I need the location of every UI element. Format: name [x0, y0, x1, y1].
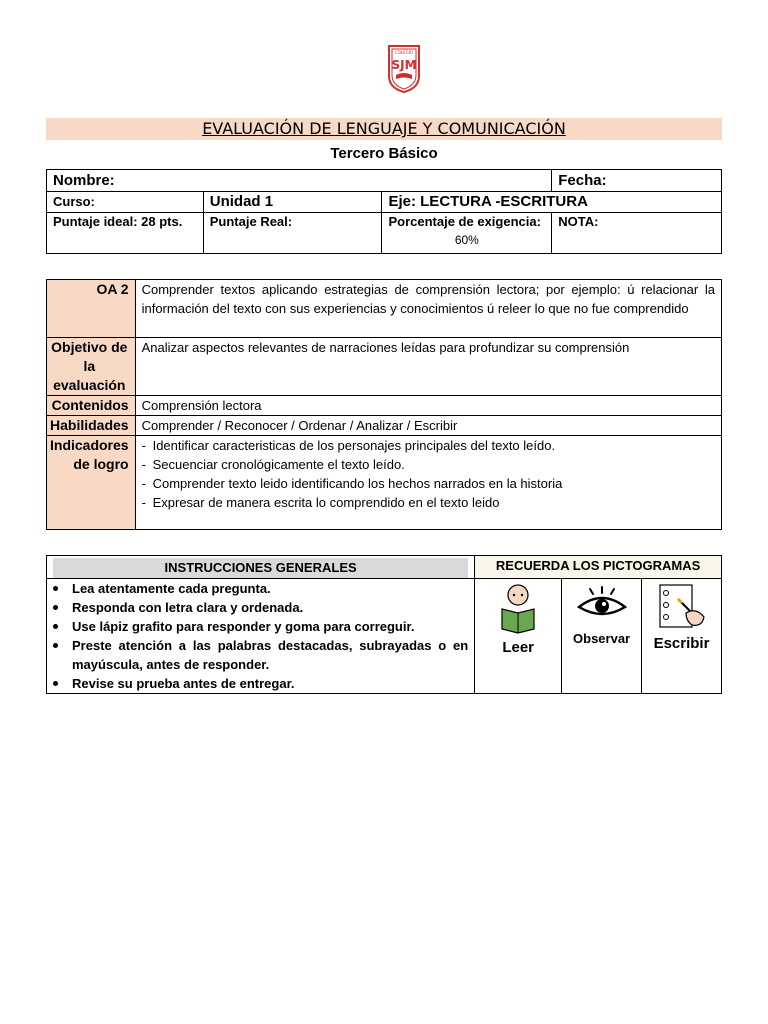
pictogram-leer: [475, 579, 562, 694]
objetivo-label: Objetivo de la evaluación: [47, 338, 136, 396]
porcentaje-cell: [382, 213, 552, 254]
list-item: - Identificar caracteristicas de los personajes principales del texto leído.: [142, 436, 715, 455]
nota-field[interactable]: [552, 213, 722, 254]
student-info-table: [46, 169, 722, 254]
list-item: Lea atentamente cada pregunta.: [47, 579, 474, 598]
indicadores-cell: [135, 436, 721, 530]
pictogram-leer-label: Leer: [502, 639, 534, 656]
eje-cell: [382, 192, 722, 213]
puntaje-real-field[interactable]: [203, 213, 382, 254]
porcentaje-value: 60%: [454, 233, 479, 247]
puntaje-ideal-label: Puntaje ideal: 28 pts.: [53, 214, 183, 229]
page-title: EVALUACIÓN DE LENGUAJE Y COMUNICACIÓN: [46, 118, 722, 140]
fecha-label: Fecha:: [558, 172, 607, 189]
list-item: - Secuenciar cronológicamente el texto leído.: [142, 455, 715, 474]
fecha-field[interactable]: [552, 170, 722, 192]
objectives-table: [46, 279, 722, 530]
habilidades-label: Habilidades: [47, 416, 136, 436]
logo-school-text: COLEGIO: [394, 50, 414, 55]
pictogram-observar: [562, 579, 642, 694]
pictogram-escribir: [642, 579, 722, 694]
logo-initials: SJM: [391, 58, 417, 72]
habilidades-text: Comprender / Reconocer / Ordenar / Analizar / Escribir: [135, 416, 721, 436]
list-item: Preste atención a las palabras destacadas, subrayadas o en mayúscula, antes de responder.: [47, 636, 474, 674]
contenidos-text: Comprensión lectora: [135, 396, 721, 416]
contenidos-label: Contenidos: [47, 396, 136, 416]
indicadores-label: Indicadores de logro: [47, 436, 136, 530]
curso-field[interactable]: [47, 192, 204, 213]
oa-label: OA 2: [47, 280, 136, 338]
pictogram-escribir-label: Escribir: [653, 635, 710, 652]
instructions-header: INSTRUCCIONES GENERALES: [53, 558, 468, 578]
instructions-cell: [47, 579, 475, 694]
oa-text: Comprender textos aplicando estrategias de comprensión lectora; por ejemplo: ú relacionar la información del texto con sus experiencias y conocimientos ú releer lo que no fue comprendido: [135, 280, 721, 338]
pictograms-header: RECUERDA LOS PICTOGRAMAS: [475, 556, 722, 579]
instructions-header-cell: [47, 556, 475, 579]
nombre-field[interactable]: [47, 170, 552, 192]
curso-label: Curso:: [53, 194, 95, 209]
instructions-list: [47, 579, 474, 693]
list-item: Use lápiz grafito para responder y goma para correguir.: [47, 617, 474, 636]
puntaje-ideal-cell: [47, 213, 204, 254]
list-item: - Comprender texto leido identificando los hechos narrados en la historia: [142, 474, 715, 493]
objetivo-text: Analizar aspectos relevantes de narraciones leídas para profundizar su comprensión: [135, 338, 721, 396]
reading-child-icon: [498, 583, 538, 635]
porcentaje-label: Porcentaje de exigencia:: [388, 214, 541, 229]
puntaje-real-label: Puntaje Real:: [209, 214, 293, 229]
list-item: Revise su prueba antes de entregar.: [47, 674, 474, 693]
nombre-label: Nombre:: [53, 172, 115, 189]
eje-label: Eje: LECTURA -ESCRITURA: [388, 193, 588, 210]
pictogram-observar-label: Observar: [573, 631, 631, 646]
school-logo: [386, 42, 422, 94]
list-item: - Expresar de manera escrita lo comprendido en el texto leido: [142, 493, 715, 512]
indicadores-list: [142, 436, 715, 512]
list-item: Responda con letra clara y ordenada.: [47, 598, 474, 617]
unidad-cell: [203, 192, 382, 213]
page-subtitle: Tercero Básico: [330, 145, 438, 162]
nota-label: NOTA:: [558, 214, 599, 229]
instructions-table: [46, 555, 722, 694]
eye-icon: [576, 585, 628, 621]
unidad-label: Unidad 1: [209, 193, 274, 210]
writing-hand-icon: [656, 583, 708, 631]
